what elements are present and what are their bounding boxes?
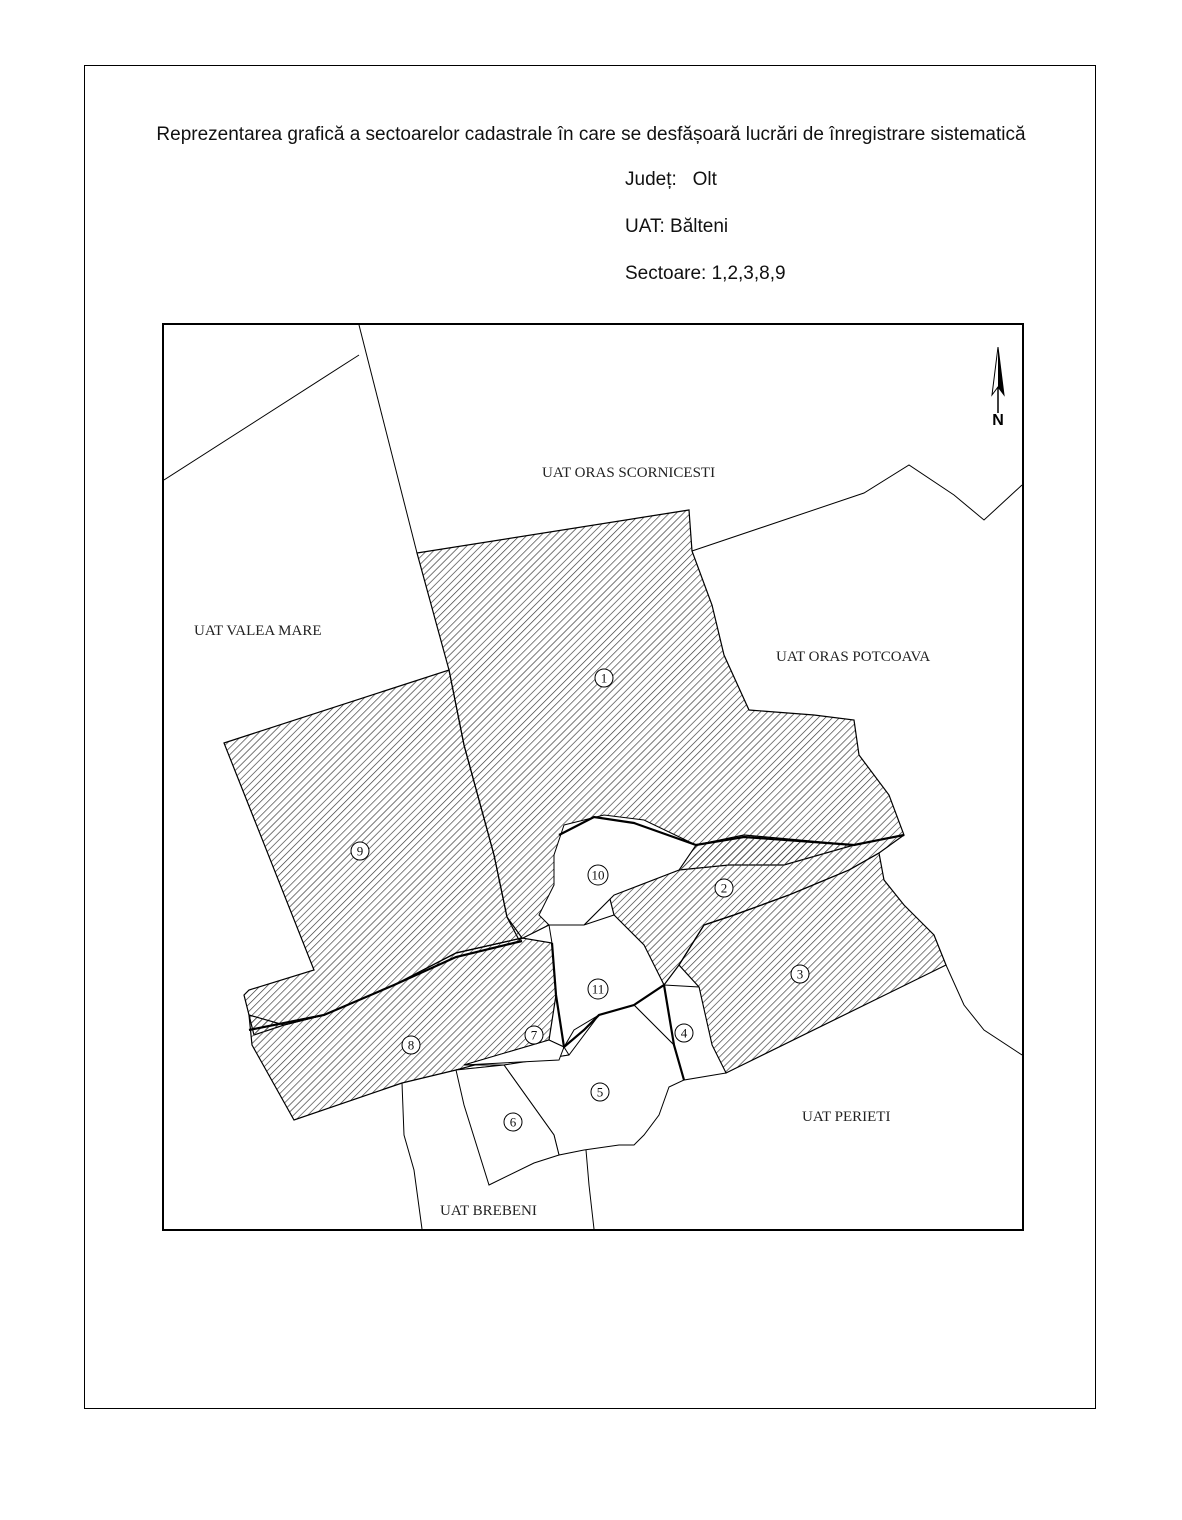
- north-arrow-icon: [992, 347, 1004, 429]
- judet-value: Olt: [692, 169, 717, 190]
- page-title: Reprezentarea grafică a sectoarelor cadastrale în care se desfășoară lucrări de înregistrare sistematică: [156, 124, 1026, 145]
- sector-marker-8: [402, 1036, 420, 1054]
- svg-text:7: 7: [530, 1027, 538, 1043]
- svg-text:10: 10: [591, 867, 605, 883]
- svg-text:2: 2: [720, 880, 728, 896]
- uat-line: [625, 216, 728, 238]
- sector-marker-6: [504, 1113, 522, 1131]
- sector-marker-4: [675, 1024, 693, 1042]
- svg-text:3: 3: [796, 966, 804, 982]
- sectoare-label: Sectoare:: [625, 263, 707, 284]
- sector-marker-10: [588, 865, 608, 885]
- label-uat-brebeni: UAT BREBENI: [440, 1203, 537, 1219]
- judet-label: Județ:: [625, 169, 677, 190]
- boundary-nw-line: [164, 355, 359, 480]
- boundary-scornicesti-west: [359, 325, 417, 553]
- sector-marker-1: [595, 669, 613, 687]
- svg-text:9: 9: [356, 843, 364, 859]
- svg-text:4: 4: [680, 1025, 688, 1041]
- label-uat-potcoava: UAT ORAS POTCOAVA: [776, 649, 931, 665]
- sector-marker-5: [591, 1083, 609, 1101]
- boundary-scornicesti-potcoava: [692, 465, 1022, 551]
- boundary-brebeni-west: [402, 1083, 422, 1229]
- sectoare-value: 1,2,3,8,9: [711, 263, 786, 284]
- uat-label: UAT:: [625, 216, 665, 237]
- svg-text:5: 5: [596, 1084, 604, 1100]
- boundary-brebeni-east: [586, 1150, 594, 1229]
- judet-line: [625, 169, 717, 191]
- map-svg: [164, 325, 1022, 1229]
- sector-marker-11: [588, 979, 608, 999]
- svg-text:8: 8: [407, 1037, 415, 1053]
- sector-marker-9: [351, 842, 369, 860]
- north-label: N: [992, 412, 1004, 429]
- label-uat-scornicesti: UAT ORAS SCORNICESTI: [542, 465, 716, 481]
- label-uat-perieti: UAT PERIETI: [802, 1109, 891, 1125]
- sector-marker-2: [715, 879, 733, 897]
- cadastral-map: [162, 323, 1024, 1231]
- sectoare-line: [625, 263, 786, 285]
- uat-value: Bălteni: [670, 216, 729, 237]
- svg-text:1: 1: [600, 670, 608, 686]
- sector-marker-3: [791, 965, 809, 983]
- svg-text:11: 11: [591, 981, 605, 997]
- sector-marker-7: [525, 1026, 543, 1044]
- label-uat-valea-mare: UAT VALEA MARE: [194, 623, 322, 639]
- svg-text:6: 6: [509, 1114, 517, 1130]
- boundary-perieti-east: [946, 965, 1022, 1055]
